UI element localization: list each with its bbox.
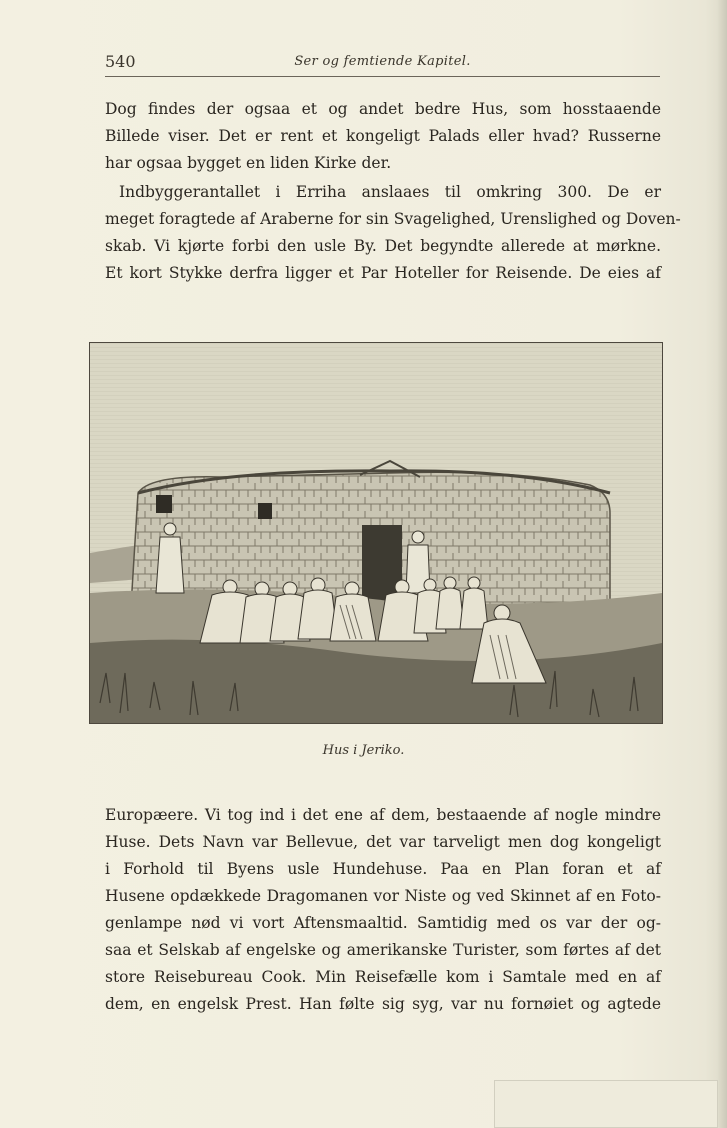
text-line: Billede viser. Det er rent et kongeligt Palads eller hvad? Russerne <box>105 127 661 145</box>
text-line: har ogsaa bygget en liden Kirke der. <box>105 154 392 172</box>
text-line: Husene opdækkede Dragomanen vor Niste og ved Skinnet af en Foto- <box>105 887 661 905</box>
text-line: meget foragtede af Araberne for sin Svagelighed, Urenslighed og Doven- <box>105 210 681 228</box>
header-rule <box>105 76 660 77</box>
paragraph-2 <box>105 179 681 287</box>
text-line: store Reisebureau Cook. Min Reisefælle kom i Samtale med en af <box>105 968 661 986</box>
engraving-illustration <box>89 342 663 724</box>
paragraph-3 <box>105 802 661 1018</box>
illustration-caption: Hus i Jeriko. <box>322 743 405 758</box>
text-line: Huse. Dets Navn var Bellevue, det var tarveligt men dog kongeligt <box>105 833 661 851</box>
text-line: Et kort Stykke derfra ligger et Par Hoteller for Reisende. De eies af <box>105 264 661 282</box>
text-line: Dog findes der ogsaa et og andet bedre Hus, som hosstaaende <box>105 100 661 118</box>
text-line: i Forhold til Byens usle Hundehuse. Paa en Plan foran et af <box>105 860 661 878</box>
paragraph-1 <box>105 96 661 177</box>
text-line: Indbyggerantallet i Erriha anslaaes til omkring 300. De er <box>119 183 661 201</box>
page-header <box>105 52 660 74</box>
text-line: dem, en engelsk Prest. Han følte sig syg, var nu fornøiet og agtede <box>105 995 661 1013</box>
text-line: genlampe nød vi vort Aftensmaaltid. Samtidig med os var der og- <box>105 914 661 932</box>
text-line: Europæere. Vi tog ind i det ene af dem, bestaaende af nogle mindre <box>105 806 661 824</box>
text-line: saa et Selskab af engelske og amerikanske Turister, som førtes af det <box>105 941 661 959</box>
text-line: skab. Vi kjørte forbi den usle By. Det begyndte allerede at mørkne. <box>105 237 661 255</box>
running-head: Ser og femtiende Kapitel. <box>294 54 471 69</box>
page-number: 540 <box>105 52 136 71</box>
library-stamp-box <box>494 1080 718 1128</box>
page-edge-shadow <box>717 0 727 1128</box>
house-engraving <box>90 343 662 723</box>
